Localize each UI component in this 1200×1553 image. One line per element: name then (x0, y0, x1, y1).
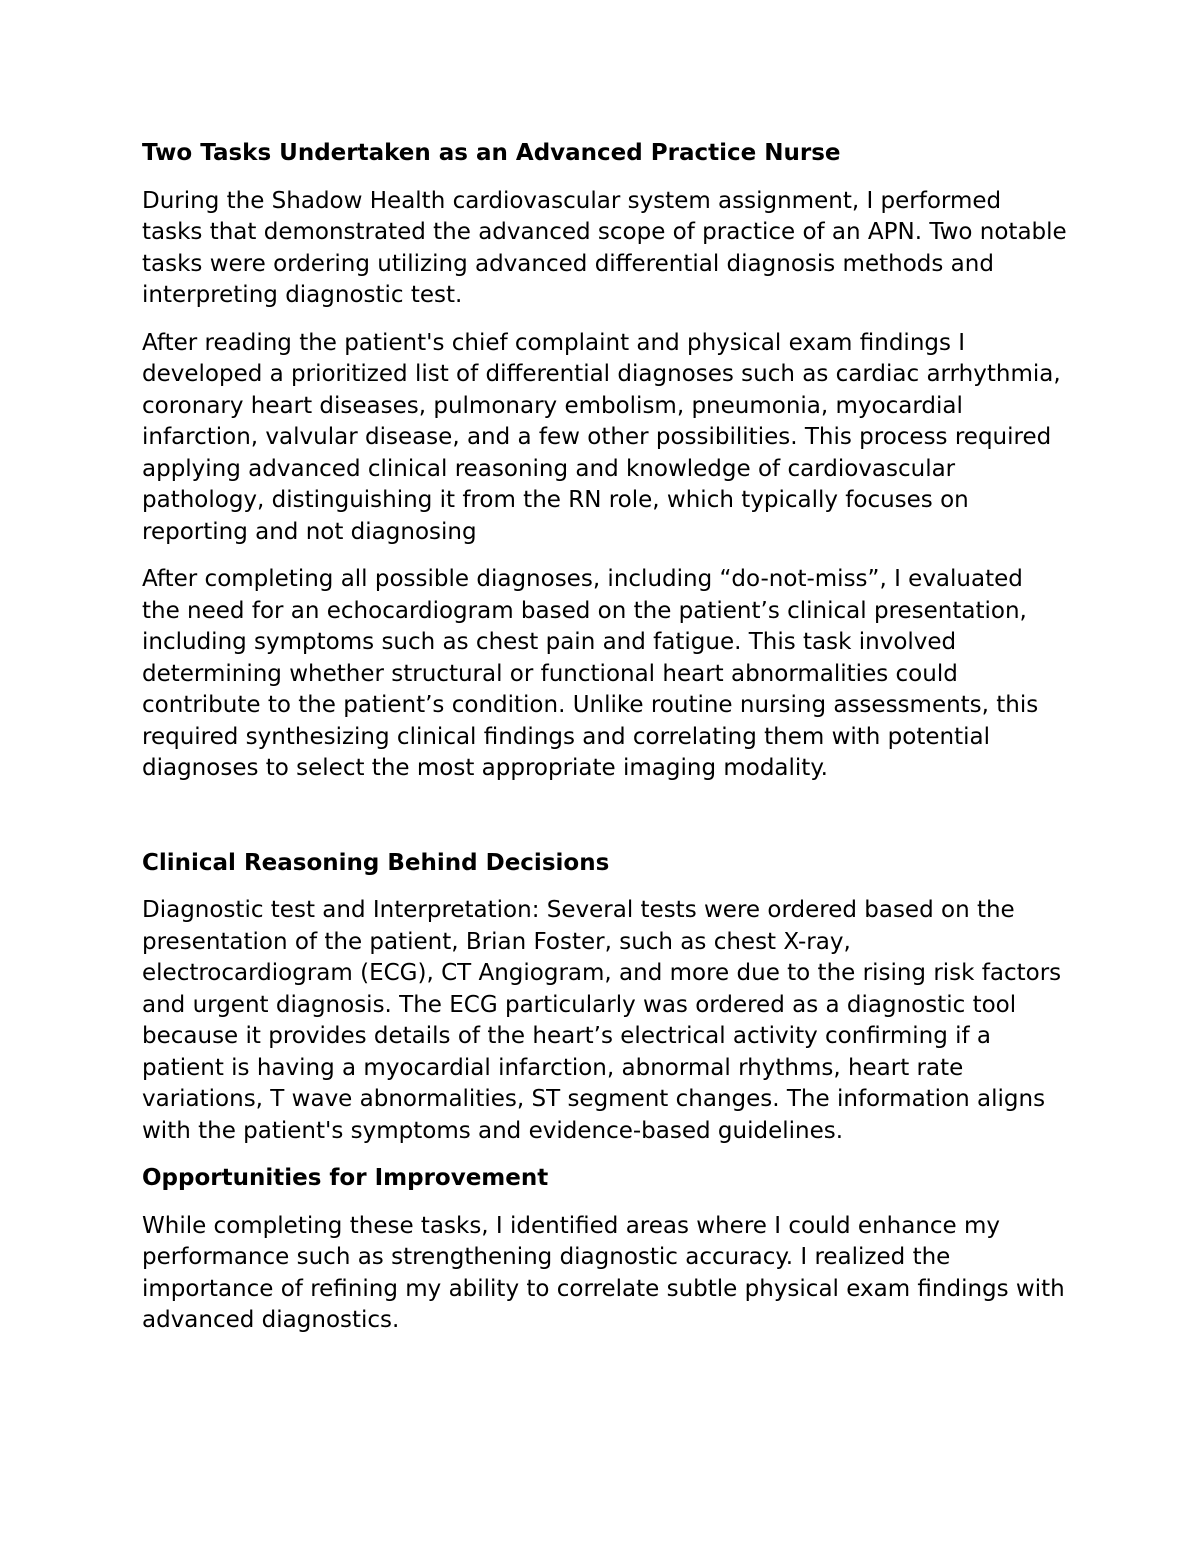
paragraph-shadow-health-tasks: During the Shadow Health cardiovascular system assignment, I performed tasks that demonstrated the advanced scope of practice of an APN. Two notable tasks were ordering utilizing advanced differential diagnosis methods and interpreting diagnostic test. (142, 187, 1067, 308)
paragraph-echocardiogram: After completing all possible diagnoses, including “do-not-miss”, I evaluated the need for an echocardiogram based on the patient’s clinical presentation, including symptoms such as chest pain and fatigue. This task involved determining whether structural or functional heart abnormalities could contribute to the patient’s condition. Unlike routine nursing assessments, this required synthesizing clinical findings and correlating them with potential diagnoses to select the most appropriate imaging modality. (142, 566, 1039, 781)
section-heading-improvement: Opportunities for Improvement (142, 1165, 549, 1191)
section-spacer (142, 801, 1067, 848)
paragraph-diagnostic-tests: Diagnostic test and Interpretation: Several tests were ordered based on the presentation of the patient, Brian Foster, such as chest X-ray, electrocardiogram (ECG), CT Angiogram, and more due to the rising risk factors and urgent diagnosis. The ECG particularly was ordered as a diagnostic tool because it provides details of the heart’s electrical activity confirming if a patient is having a myocardial infarction, abnormal rhythms, heart rate variations, T wave abnormalities, ST segment changes. The information aligns with the patient's symptoms and evidence-based guidelines. (142, 897, 1062, 1144)
paragraph-improvement: While completing these tasks, I identified areas where I could enhance my performance such as strengthening diagnostic accuracy. I realized the importance of refining my ability to correlate subtle physical exam findings with advanced diagnostics. (142, 1212, 1065, 1333)
document-page (142, 138, 1067, 1353)
paragraph-differential-diagnoses: After reading the patient's chief complaint and physical exam findings I developed a prioritized list of differential diagnoses such as cardiac arrhythmia, coronary heart diseases, pulmonary embolism, pneumonia, myocardial infarction, valvular disease, and a few other possibilities. This process required applying advanced clinical reasoning and knowledge of cardiovascular pathology, distinguishing it from the RN role, which typically focuses on reporting and not diagnosing (142, 329, 1061, 545)
section-heading-two-tasks: Two Tasks Undertaken as an Advanced Practice Nurse (142, 140, 841, 166)
section-heading-clinical-reasoning: Clinical Reasoning Behind Decisions (142, 849, 610, 876)
